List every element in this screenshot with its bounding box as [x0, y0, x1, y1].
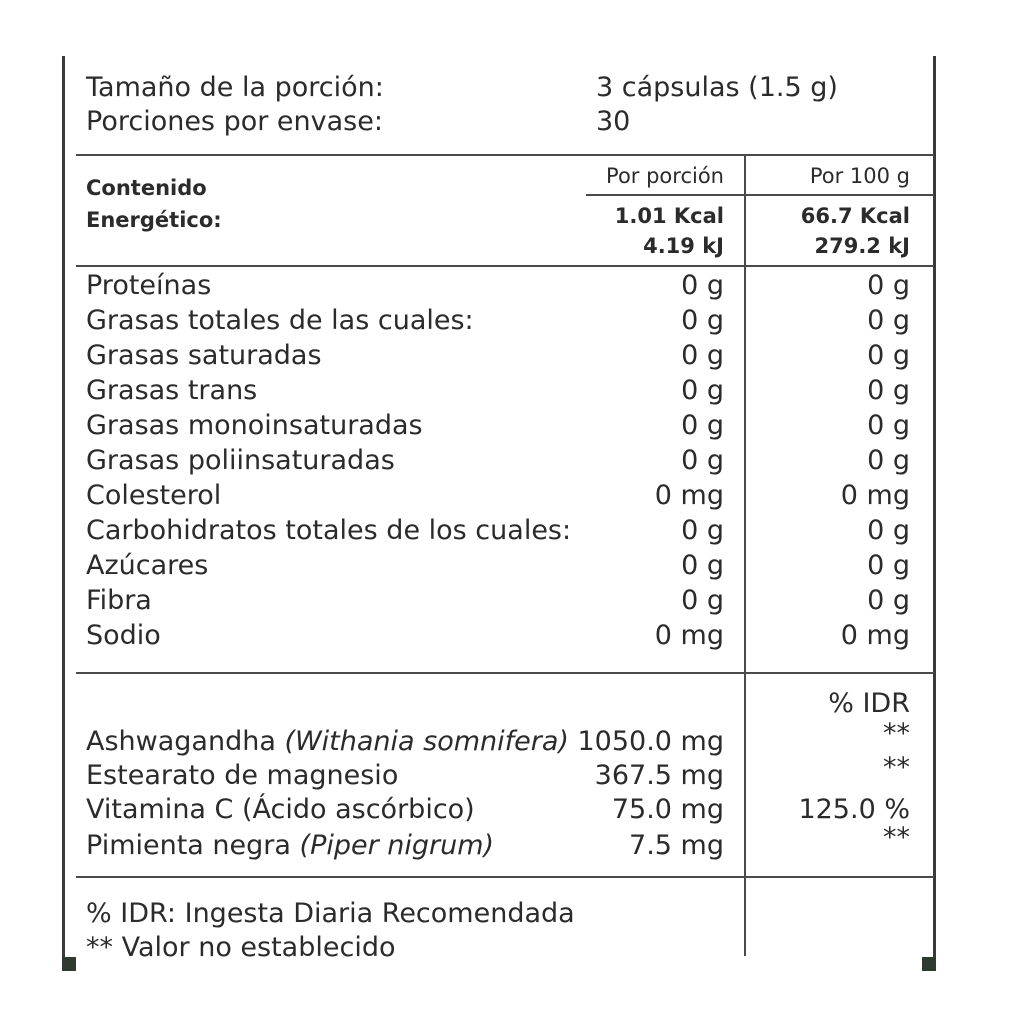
- kj-per-serving: 4.19 kJ: [643, 234, 724, 258]
- idr-column-header: % IDR: [828, 688, 910, 719]
- nutrient-name: Grasas saturadas: [86, 340, 322, 371]
- nutrient-per-100g: 0 g: [867, 270, 910, 301]
- nutrient-per-100g: 0 mg: [840, 620, 910, 651]
- column-header-per-100g: Por 100 g: [809, 164, 910, 188]
- ingredient-amount: 1050.0 mg: [577, 726, 724, 757]
- nutrient-name: Sodio: [86, 620, 161, 651]
- ingredient-common-name: Vitamina C (Ácido ascórbico): [86, 794, 475, 825]
- nutrient-per-100g: 0 mg: [840, 480, 910, 511]
- nutrient-name: Grasas poliinsaturadas: [86, 445, 395, 476]
- kcal-per-100g: 66.7 Kcal: [800, 204, 910, 228]
- ingredient-name: [86, 794, 475, 826]
- nutrient-per-serving: 0 mg: [654, 620, 724, 651]
- ingredient-idr: **: [883, 822, 910, 853]
- servings-per-container-label: Porciones por envase:: [86, 106, 383, 137]
- nutrient-per-serving: 0 g: [681, 550, 724, 581]
- ingredient-idr: **: [883, 718, 910, 749]
- nutrient-name: Carbohidratos totales de los cuales:: [86, 515, 572, 546]
- corner-mark: [62, 957, 76, 971]
- divider: [76, 265, 934, 267]
- ingredient-name: [86, 830, 494, 862]
- divider: [76, 876, 934, 878]
- kcal-per-serving: 1.01 Kcal: [614, 204, 724, 228]
- nutrient-per-serving: 0 g: [681, 375, 724, 406]
- ingredient-idr: 125.0 %: [798, 794, 910, 825]
- divider: [76, 154, 934, 156]
- nutrient-name: Fibra: [86, 585, 152, 616]
- ingredient-amount: 7.5 mg: [629, 830, 724, 861]
- serving-size-value: 3 cápsulas (1.5 g): [596, 72, 838, 103]
- nutrient-name: Grasas totales de las cuales:: [86, 305, 474, 336]
- ingredient-latin-name: (Withania somnifera): [284, 726, 569, 757]
- ingredient-common-name: Ashwagandha: [86, 726, 285, 757]
- column-header-per-serving: Por porción: [606, 164, 724, 188]
- nutrient-per-serving: 0 g: [681, 270, 724, 301]
- energy-label-line2: Energético:: [86, 208, 222, 232]
- kj-per-100g: 279.2 kJ: [814, 234, 910, 258]
- nutrient-per-serving: 0 g: [681, 585, 724, 616]
- nutrient-per-serving: 0 g: [681, 305, 724, 336]
- ingredient-amount: 75.0 mg: [611, 794, 724, 825]
- nutrient-name: Colesterol: [86, 480, 222, 511]
- serving-size-label: Tamaño de la porción:: [86, 72, 384, 103]
- ingredient-common-name: Estearato de magnesio: [86, 760, 399, 791]
- divider: [586, 194, 934, 196]
- nutrient-per-100g: 0 g: [867, 445, 910, 476]
- ingredient-common-name: Pimienta negra: [86, 830, 300, 861]
- ingredient-latin-name: (Piper nigrum): [299, 830, 495, 861]
- nutrient-per-100g: 0 g: [867, 515, 910, 546]
- nutrient-per-100g: 0 g: [867, 305, 910, 336]
- nutrient-name: Proteínas: [86, 270, 212, 301]
- nutrient-per-100g: 0 g: [867, 550, 910, 581]
- servings-per-container-value: 30: [596, 106, 631, 137]
- ingredient-name: [86, 726, 569, 758]
- nutrient-per-serving: 0 g: [681, 410, 724, 441]
- ingredient-idr: **: [883, 752, 910, 783]
- footnote-not-established: ** Valor no establecido: [86, 932, 396, 963]
- nutrient-per-100g: 0 g: [867, 585, 910, 616]
- nutrient-per-serving: 0 mg: [654, 480, 724, 511]
- nutrient-name: Azúcares: [86, 550, 209, 581]
- nutrient-per-serving: 0 g: [681, 515, 724, 546]
- nutrient-per-serving: 0 g: [681, 340, 724, 371]
- footnote-idr: % IDR: Ingesta Diaria Recomendada: [86, 898, 575, 929]
- nutrient-per-100g: 0 g: [867, 375, 910, 406]
- corner-mark: [922, 957, 936, 971]
- nutrient-name: Grasas monoinsaturadas: [86, 410, 423, 441]
- nutrient-per-serving: 0 g: [681, 445, 724, 476]
- nutrient-per-100g: 0 g: [867, 340, 910, 371]
- nutrient-name: Grasas trans: [86, 375, 258, 406]
- energy-label-line1: Contenido: [86, 176, 207, 200]
- nutrient-per-100g: 0 g: [867, 410, 910, 441]
- ingredient-amount: 367.5 mg: [594, 760, 724, 791]
- divider: [76, 672, 934, 674]
- ingredient-name: [86, 760, 398, 792]
